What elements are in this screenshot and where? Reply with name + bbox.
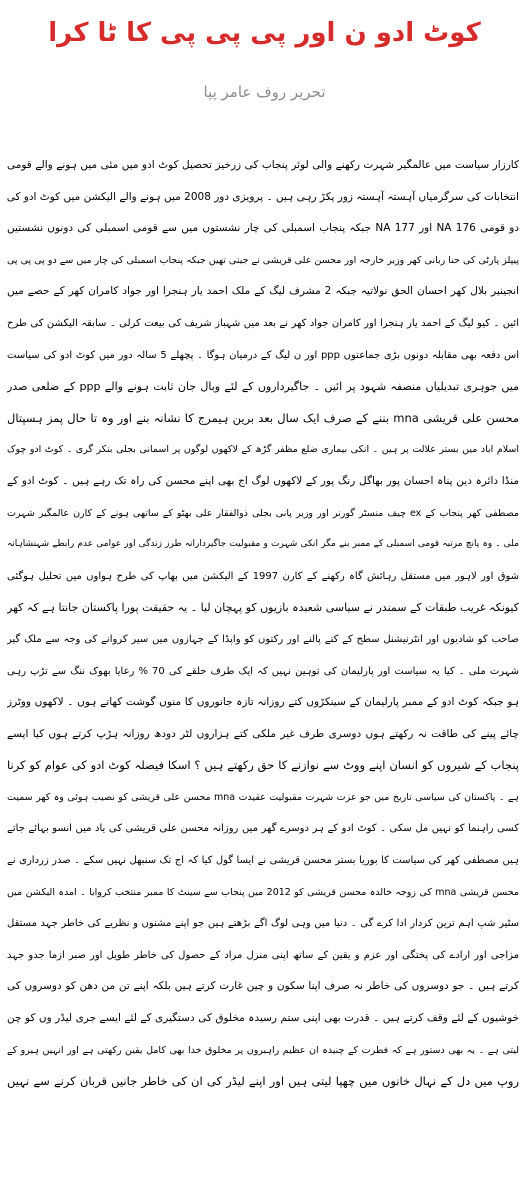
article-line: سٹیر شپ اہم ترین کردار ادا کرے گی ۔ دنیا میں وہی لوگ اگے بڑھتے ہیں جو اپنے مشنوں و نظریے کی خاطر جہد مستقل — [7, 918, 519, 930]
article-line: پنجاب کے شیروں کو انسان اپنے ووٹ سے نوازنے کا حق رکھتے ہیں ؟ اسکا فیصلہ کوٹ ادو کی عوام کو کرنا — [7, 758, 519, 773]
article-line: محسن قریشی mna کی زوجہ خالدہ محسن قریشی کو 2012 میں پنجاب سے سینٹ کا ممبر منتخب کروایا ۔ امدہ الیکشن میں — [7, 886, 519, 898]
article-line: ہے ۔ پاکستان کی سیاسی تاریخ میں جو عزت شہرت مقبولیت عقیدت mna محسن علی قریشی کو نصیب ہوئی وہ کھر سمیت — [7, 791, 519, 803]
article-line: اس دفعہ بھی مقابلہ دونوں بڑی جماعتوں ppp اور ن لیگ کے درمیان ہوگا ۔ پچھلے 5 سالہ دور میں کوٹ ادو کی سیاست — [7, 349, 519, 361]
article-line: پیپلز پارٹی کی حنا ربانی کھر وزیر خارجہ اور محسن علی قریشی نے جیتی تھیں جبکہ پنجاب اسمبلی کی چار میں سے دو پی پی پی — [7, 254, 519, 266]
article-headline: کوٹ ادو ن اور پی پی پی کا ٹا کرا — [48, 18, 481, 48]
article-line: انجینیر بلال کھر احسان الحق نولاتیہ جبکہ 2 مشرف لیگ کے ملک احمد یار ہنجرا اور جواد کامران کھر کے حصے میں — [7, 285, 519, 298]
article-line: انتخابات کی سرگرمیاں آہستہ آہستہ زور پکڑ رہی ہیں ۔ پرویزی دور 2008 میں ہونے والے الیکشن میں کوٹ ادو کی — [7, 190, 519, 203]
article-line: دو قومی 176 NA اور 177 NA جبکہ پنجاب اسمبلی کی چار نشستوں میں سے قومی اسمبلی کی دونوں نشستیں — [7, 222, 519, 235]
article-body — [7, 150, 519, 1098]
article-line: صاحب کو شادیوں اور انٹرنیشنل سطح کے کتے پالنے اور رکتوں کو واپڈا کے جہازوں میں سیر کروانے کی وجہ سے ملک گیر — [7, 633, 519, 645]
article-line: اسلام اباد میں بستر علالت پر ہیں ۔ انکی بیماری ضلع مظفر گڑھ کے لاکھوں لوگوں پر اسمانی بجلی بنکر گری ۔ کوٹ ادو چوک — [7, 444, 519, 456]
article-line: چائے پینے کی طاقت نہ رکھتے ہوں دوسری طرف غیر ملکی کتے ہزاروں لٹر دودھ روزانہ ہڑپ کرتے ہوں کیا ایسے — [7, 727, 519, 740]
article-line: ملی ۔ وہ پانچ مرتبہ قومی اسمبلی کے ممبر بنے مگر انکی شہرت و مقبولیت جاگیردارانہ طرز زندگی اور عوامی عدم رابطے شہنشاہانہ — [7, 539, 519, 550]
article-line: خوشیوں کے لئے وقف کرتے ہیں ۔ قدرت بھی اپنی ستم رسیدہ مخلوق کی دستگیری کے لئے ایسے جری لیڈر وں کو چن — [7, 1012, 519, 1025]
article-line: لیتی ہے ۔ یہ بھی دستور ہے کہ فطرت کے چنیدہ ان عظیم راہبروں پر مخلوق خدا بھی کامل یقین رکھتی ہے اور انہیں ہیرو کے — [7, 1044, 519, 1056]
article-line: میں جوہری تبدیلیاں منصفہ شہود پر ائیں ۔ جاگیرداروں کے لئے وبال جان ثابت ہونے والے ppp کے ضلعی صدر — [7, 380, 519, 394]
article-line: شوق اور لاہور میں مستقل رہائش گاہ رکھنے کے کارن 1997 کے الیکشن میں بھاپ کی طرح ہواوں میں تحلیل ہوگئی — [7, 570, 519, 582]
article-byline: تحریر روف عامر پپا — [203, 83, 326, 101]
article-line: شہرت ملی ۔ کیا یہ سیاست اور پارلیمان کی توہین نہیں کہ ایک طرف حلقے کی 70 % رعایا بھوک ننگ سے تڑپ رہی — [7, 665, 519, 677]
article-line: منڈا دائرہ دین پناہ احسان پور بھاگل رنگ پور کے لاکھوں لوگ اج بھی اپنے محسن کی راہ تک رہے ہیں ۔ کوٹ ادو کے — [7, 474, 519, 487]
article-line: کسی راہنما کو نہیں مل سکی ۔ کوٹ ادو کے ہر دوسرے گھر میں روزانہ محسن علی قریشی کی یاد میں انسو بہائے جاتے — [7, 823, 519, 835]
article-line: کیونکہ غریب طبقات کے سمندر نے سیاسی شعبدہ بازیوں کو پہچان لیا ۔ یہ حقیقت پورا پاکستان جانتا ہے کہ کھر — [7, 601, 519, 615]
article-line: محسن علی قریشی mna بننے کے صرف ایک سال بعد برین ہیمرج کا نشانہ بنے اور وہ تا حال پمز ہسپتال — [7, 410, 519, 425]
article-line: روپ میں دل کے نہال خانوں میں چھپا لیتی ہیں اور اپنے لیڈر کی ان کی خاطر جانیں قربان کرنے سے نہیں — [7, 1074, 519, 1089]
article-line: ہیں مصطفی کھر کی سیاست کا بوریا بستر محسن قریشی نے ایسا گول کیا کہ اج تک سنبھل نہیں سکے ۔ صدر زرداری نے — [7, 855, 519, 867]
article-line: کرتے ہیں ۔ جو دوسروں کی خاطر نہ صرف اپنا سکون و چین غارت کرتے ہیں بلکہ اپنے تن من دھن کو دوسروں کی — [7, 980, 519, 993]
article-line: ائیں ۔ کیو لیگ کے احمد یار ہنجرا اور کامران جواد کھر نے بعد میں شہباز شریف کی بیعت کرلی ۔ سابقہ الیکشن کی طرح — [7, 317, 519, 329]
article-line: ہو جبکہ کوٹ ادو کے ممبر پارلیمان کے سینکڑوں کتے روزانہ تازہ جانوروں کا منوں گوشت کھاتے ہوں ۔ لاکھوں ووٹرز — [7, 696, 519, 709]
article-line: کارزار سیاست میں عالمگیر شہرت رکھنے والی لوئر پنجاب کی زرخیز تحصیل کوٹ ادو میں مئی میں ہونے والے قومی — [7, 159, 519, 171]
article-line: مزاجی اور ارادے کی پختگی اور عزم و یقین کے ساتھ اپنی منزل مراد کے حصول کی خاطر طویل اور صبر ازما جدو جہد — [7, 949, 519, 961]
article-line: مصطفی کھر پنجاب کے ex چیف منسٹر گورنر اور وزیر پانی بجلی ذوالفقار علی بھٹو کے ساتھی ہونے کے کارن عالمگیر شہرت — [7, 507, 519, 519]
